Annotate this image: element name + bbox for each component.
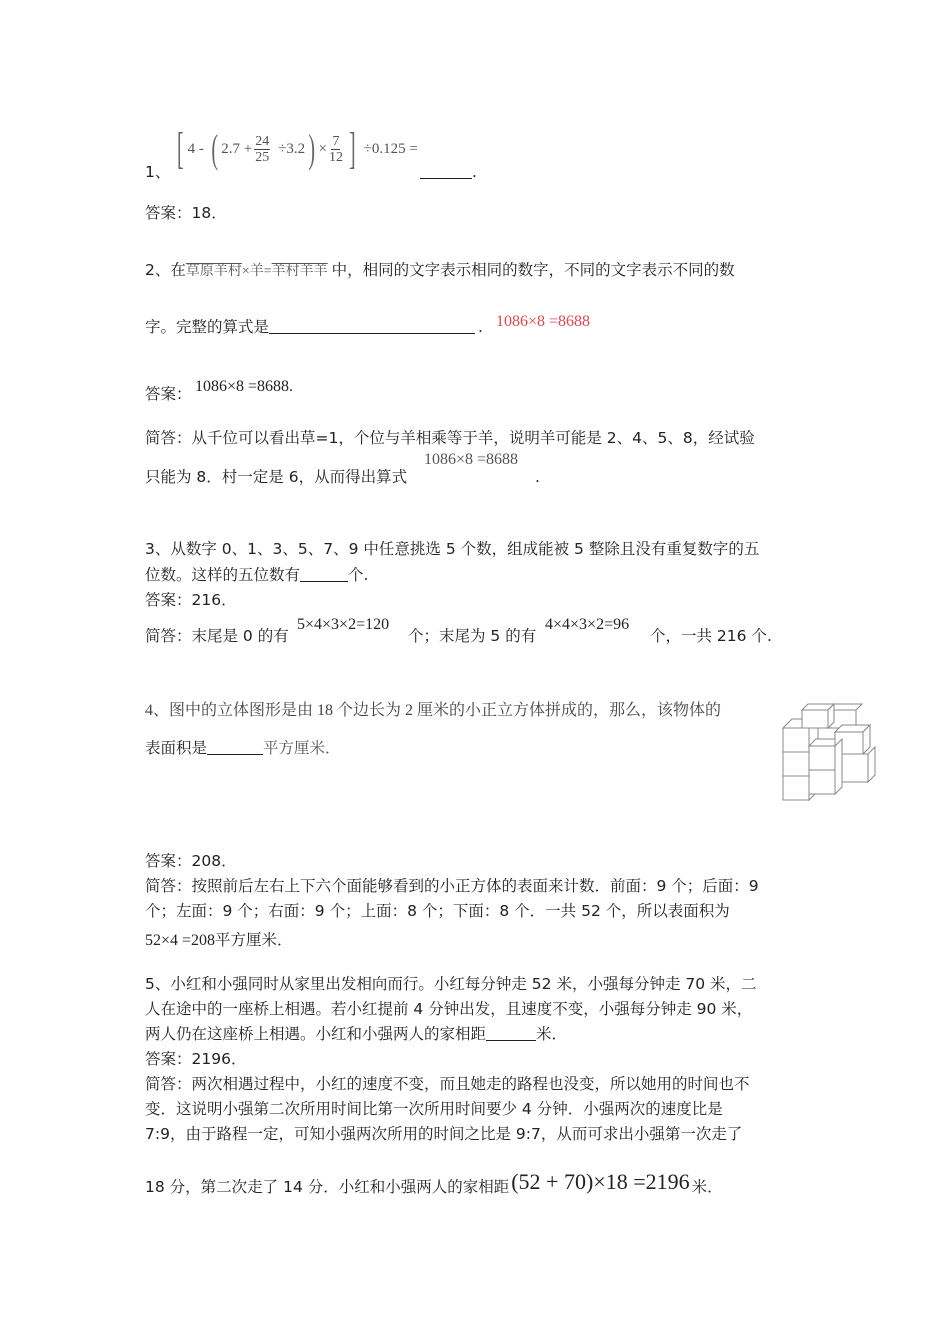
q4-brief-formula: 52×4 =208 bbox=[145, 932, 216, 949]
q2-line1 bbox=[145, 259, 735, 283]
q2-lead: 2、在 bbox=[145, 261, 186, 279]
q5-line2: 人在途中的一座桥上相遇。若小红提前 4 分钟出发，且速度不变，小强每分钟走 90 米， bbox=[145, 1000, 753, 1018]
cube-face bbox=[802, 710, 828, 728]
q2-line2-text: 字。完整的算式是 bbox=[145, 318, 270, 336]
q1-frac1-num: 24 bbox=[255, 133, 270, 149]
q1-fraction-24-25 bbox=[254, 134, 270, 165]
q5-brief-line3: 7:9，由于路程一定，可知小强两次所用的时间之比是 9:7，从而可求出小强第一次走了 bbox=[145, 1125, 743, 1143]
cube-face bbox=[842, 754, 868, 782]
q1-formula bbox=[173, 124, 418, 174]
q1-term-27: 2.7 + bbox=[221, 140, 253, 157]
q3-answer-blank bbox=[300, 565, 348, 582]
q2-eq-right: 羊村羊羊 bbox=[271, 264, 328, 279]
q4-brief-line2: 个；左面：9 个；右面：9 个；上面：8 个；下面：8 个．一共 52 个，所以表面积为 bbox=[145, 902, 730, 920]
cube-face bbox=[783, 752, 809, 776]
q2-brief-line1: 简答：从千位可以看出草=1，个位与羊相乘等于羊，说明羊可能是 2、4、5、8，经试验 bbox=[145, 429, 755, 447]
q5-brief-formula: (52 + 70)×18 =2196 bbox=[511, 1169, 690, 1194]
q5-answer-blank bbox=[486, 1024, 536, 1041]
q3-line1: 3、从数字 0、1、3、5、7、9 中任意挑选 5 个数，组成能被 5 整除且没有重复数字的五 bbox=[145, 540, 760, 558]
q2-brief-line2: 只能为 8．村一定是 6，从而得出算式 bbox=[145, 468, 408, 486]
q5-answer: 答案：2196． bbox=[145, 1050, 247, 1068]
q1-term-div: ÷3.2 bbox=[278, 140, 306, 157]
q4-brief-line1: 简答：按照前后左右上下六个面能够看到的小正方体的表面来计数．前面：9 个；后面：9 bbox=[145, 877, 759, 895]
q1-term-tail: ÷0.125 = bbox=[363, 140, 418, 157]
q1-number: 1、 bbox=[145, 163, 171, 181]
cube-face bbox=[783, 728, 809, 752]
q3-answer: 答案：216． bbox=[145, 591, 237, 609]
cube-face bbox=[809, 770, 835, 794]
q1-end: . bbox=[472, 163, 477, 181]
q1-answer-blank bbox=[420, 162, 472, 179]
q3-line2 bbox=[145, 564, 368, 586]
q2-tail: 中，相同的文字表示相同的数字，不同的文字表示不同的数 bbox=[331, 261, 735, 279]
q4-line1: 4、图中的立体图形是由 18 个边长为 2 厘米的小正立方体拼成的，那么，该物体的 bbox=[145, 702, 722, 719]
q5-brief-line1: 简答：两次相遇过程中，小红的速度不变，而且她走的路程也没变，所以她用的时间也不 bbox=[145, 1075, 750, 1093]
q3-brief-formula2: 4×4×3×2=96 bbox=[545, 616, 630, 633]
q1-times: × bbox=[318, 140, 327, 157]
q4-line2 bbox=[145, 737, 341, 760]
q2-answer bbox=[145, 383, 192, 405]
q1-term-4: 4 - bbox=[187, 140, 204, 157]
q2-answer-end: . bbox=[289, 378, 294, 395]
q5-line3 bbox=[145, 1023, 567, 1045]
q3-brief-b: 个；末尾为 5 的有 bbox=[408, 627, 537, 645]
cube-face bbox=[783, 776, 809, 800]
cube-face bbox=[809, 746, 835, 770]
q2-answer-blank bbox=[269, 317, 475, 334]
q4-answer: 答案：208． bbox=[145, 852, 237, 870]
q1-blank-line bbox=[420, 161, 477, 183]
q5-brief-line4 bbox=[145, 1171, 723, 1198]
q5-line1: 5、小红和小强同时从家里出发相向而行。小红每分钟走 52 米，小强每分钟走 70 米，二 bbox=[145, 975, 757, 993]
q4-brief-line3 bbox=[145, 929, 293, 952]
q3-brief-c: 个，一共 216 个. bbox=[650, 627, 772, 645]
q2-eq-left: 草原羊村 bbox=[185, 264, 242, 279]
q4-line2-end: 平方厘米． bbox=[263, 740, 341, 757]
q2-brief-end: . bbox=[535, 468, 540, 486]
q5-line3-end: 米． bbox=[536, 1025, 568, 1043]
right-bracket: ] bbox=[349, 124, 356, 173]
cube-side-face bbox=[835, 739, 842, 794]
q2-red-formula: 1086×8 =8688 bbox=[496, 313, 591, 330]
q2-answer-label: 答案： bbox=[145, 385, 192, 403]
q2-eq-times: ×羊= bbox=[241, 264, 272, 279]
left-bracket: [ bbox=[177, 124, 184, 173]
q2-line2-end: . bbox=[478, 318, 483, 336]
q2-answer-formula bbox=[195, 376, 293, 398]
q1-fraction-7-12 bbox=[329, 134, 343, 165]
q3-line2-end: 个. bbox=[348, 566, 369, 584]
q2-line2 bbox=[145, 316, 483, 338]
q5-brief4-end: 米． bbox=[691, 1178, 723, 1196]
q2-answer-formula-text: 1086×8 =8688 bbox=[195, 378, 290, 395]
q1-answer: 答案：18． bbox=[145, 204, 227, 222]
q3-line2-text: 位数。这样的五位数有 bbox=[145, 566, 301, 584]
cube-side-face bbox=[868, 747, 875, 782]
q4-answer-blank bbox=[207, 738, 263, 755]
q1-frac1-den: 25 bbox=[255, 149, 270, 165]
q1-label-line bbox=[145, 161, 170, 183]
q3-brief-formula1: 5×4×3×2=120 bbox=[297, 616, 390, 633]
q3-brief bbox=[145, 625, 289, 647]
left-paren: ( bbox=[211, 126, 218, 171]
right-paren: ) bbox=[308, 126, 316, 171]
q5-brief-line2: 变．这说明小强第二次所用时间比第一次所用时间要少 4 分钟．小强两次的速度比是 bbox=[145, 1100, 723, 1118]
q1-frac2-num: 7 bbox=[332, 133, 340, 149]
q5-brief4-text: 18 分，第二次走了 14 分．小红和小强两人的家相距 bbox=[145, 1178, 510, 1196]
cube-figure bbox=[780, 702, 880, 802]
q4-line2-text: 表面积是 bbox=[145, 739, 208, 757]
q2-brief-formula: 1086×8 =8688 bbox=[424, 451, 519, 468]
q4-brief-end: 平方厘米． bbox=[215, 931, 293, 949]
q1-frac2-den: 12 bbox=[328, 149, 343, 165]
q5-line3-text: 两人仍在这座桥上相遇。小红和小强两人的家相距 bbox=[145, 1025, 487, 1043]
q3-brief-a: 简答：末尾是 0 的有 bbox=[145, 627, 289, 645]
